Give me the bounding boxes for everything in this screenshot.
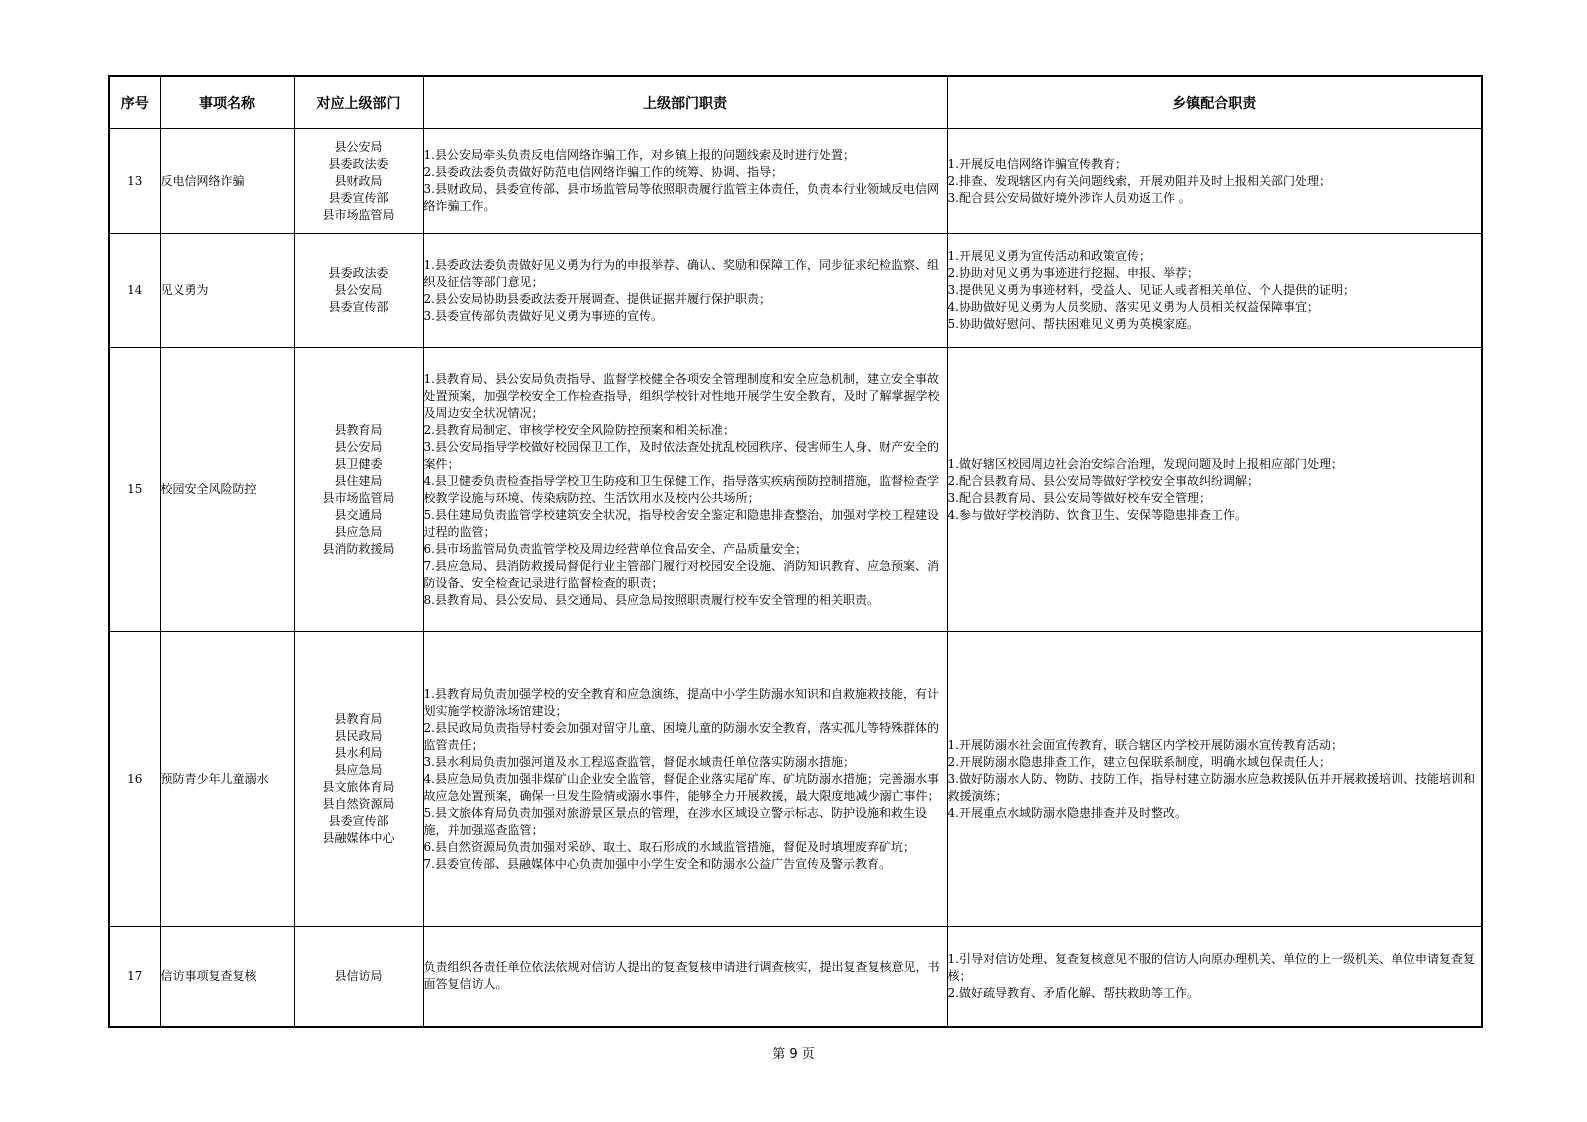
row-superior-duties: [423, 129, 947, 234]
department-name: 县公安局: [334, 283, 383, 297]
row-item-name: 反电信网络诈骗: [160, 129, 294, 234]
duty-item: 4.县卫健委负责检查指导学校卫生防疫和卫生保健工作，指导落实疾病预防控制措施，监督检查学校教学设施与环境、传染病防控、生活饮用水及校内公共场所；: [423, 473, 939, 505]
duty-item: 8.县教育局、县公安局、县交通局、县应急局按照职责履行校车安全管理的相关职责。: [423, 592, 879, 607]
duty-item: 7.县应急局、县消防救援局督促行业主管部门履行对校园安全设施、消防知识教育、应急预案、消防设备、安全检查记录进行监督检查的职责；: [423, 558, 939, 590]
duty-item: 3.县委宣传部负责做好见义勇为事迹的宣传。: [423, 308, 663, 323]
header-row: [109, 76, 1482, 129]
row-departments: [294, 129, 423, 234]
row-departments: [294, 348, 423, 632]
row-departments: [294, 632, 423, 927]
town-duty-item: 1.开展防溺水社会面宣传教育，联合辖区内学校开展防溺水宣传教育活动；: [947, 737, 1343, 752]
department-name: 县民政局: [334, 729, 383, 743]
department-name: 县融媒体中心: [322, 831, 395, 845]
department-name: 县市场监管局: [322, 490, 395, 505]
duty-item: 2.县民政局负责指导村委会加强对留守儿童、困境儿童的防溺水安全教育，落实孤儿等特殊群体的监管责任；: [423, 720, 939, 752]
header-duty: 上级部门职责: [423, 76, 947, 129]
duty-item: 6.县市场监管局负责监管学校及周边经营单位食品安全、产品质量安全；: [423, 541, 807, 556]
town-duty-item: 3.提供见义勇为事迹材料，受益人、见证人或者相关单位、个人提供的证明；: [947, 283, 1355, 297]
department-name: 县教育局: [334, 712, 383, 726]
department-name: 县水利局: [334, 746, 383, 760]
row-seq: 15: [109, 348, 160, 632]
row-superior-duties: [423, 348, 947, 632]
row-town-duties: [947, 632, 1482, 927]
row-item-name: 信访事项复查复核: [160, 927, 294, 1027]
row-seq: 17: [109, 927, 160, 1027]
duty-item: 2.县公安局协助县委政法委开展调查、提供证据并履行保护职责；: [423, 291, 771, 306]
town-duty-item: 4.参与做好学校消防、饮食卫生、安保等隐患排查工作。: [947, 507, 1247, 522]
town-duty-item: 4.协助做好见义勇为人员奖励、落实见义勇为人员相关权益保障事宜；: [947, 300, 1319, 314]
town-duty-item: 2.开展防溺水隐患排查工作，建立包保联系制度，明确水域包保责任人；: [947, 754, 1331, 769]
department-name: 县消防救援局: [322, 541, 395, 556]
duty-item: 5.县住建局负责监管学校建筑安全状况，指导校舍安全鉴定和隐患排查整治，加强对学校工程建设过程的监管；: [423, 507, 939, 539]
table-body: [109, 129, 1482, 1027]
table-row: [109, 129, 1482, 234]
row-town-duties: [947, 129, 1482, 234]
duty-item: 6.县自然资源局负责加强对采砂、取土、取石形成的水域监管措施，督促及时填埋废弃矿坑；: [423, 839, 915, 854]
department-name: 县文旅体育局: [322, 780, 395, 794]
header-seq: 序号: [109, 76, 160, 129]
table-row: [109, 348, 1482, 632]
duty-item: 1.县公安局牵头负责反电信网络诈骗工作，对乡镇上报的问题线索及时进行处置；: [423, 148, 855, 162]
header-name: 事项名称: [160, 76, 294, 129]
department-name: 县交通局: [334, 507, 383, 522]
department-name: 县委宣传部: [328, 300, 389, 314]
row-departments: [294, 927, 423, 1027]
department-name: 县财政局: [334, 173, 383, 188]
duty-item: 负责组织各责任单位依法依规对信访人提出的复查复核申请进行调查核实，提出复查复核意见，书面答复信访人。: [423, 960, 940, 992]
department-name: 县应急局: [334, 763, 383, 777]
duty-item: 5.县文旅体育局负责加强对旅游景区景点的管理，在涉水区域设立警示标志、防护设施和救生设施，并加强巡查监管；: [423, 805, 927, 837]
department-name: 县委宣传部: [328, 814, 389, 828]
row-town-duties: [947, 927, 1482, 1027]
header-dept: 对应上级部门: [294, 76, 423, 129]
department-name: 县教育局: [334, 422, 383, 437]
town-duty-item: 2.做好疏导教育、矛盾化解、帮扶救助等工作。: [947, 985, 1199, 1000]
town-duty-item: 2.配合县教育局、县公安局等做好学校安全事故纠纷调解；: [947, 473, 1259, 488]
row-item-name: 见义勇为: [160, 234, 294, 348]
duty-item: 3.县水利局负责加强河道及水工程巡查监管，督促水域责任单位落实防溺水措施；: [423, 754, 855, 769]
row-town-duties: [947, 234, 1482, 348]
duty-item: 2.县委政法委负责做好防范电信网络诈骗工作的统筹、协调、指导；: [423, 165, 783, 179]
duty-table: [108, 75, 1483, 1028]
department-name: 县自然资源局: [322, 797, 395, 811]
header-town: 乡镇配合职责: [947, 76, 1482, 129]
department-name: 县信访局: [334, 968, 383, 983]
row-seq: 13: [109, 129, 160, 234]
row-seq: 14: [109, 234, 160, 348]
duty-item: 3.县公安局指导学校做好校园保卫工作，及时依法查处扰乱校园秩序、侵害师生人身、财产安全的案件；: [423, 439, 939, 471]
duty-item: 7.县委宣传部、县融媒体中心负责加强中小学生安全和防溺水公益广告宣传及警示教育。: [423, 856, 891, 871]
town-duty-item: 5.协助做好慰问、帮扶困难见义勇为英模家庭。: [947, 317, 1199, 331]
town-duty-item: 1.引导对信访处理、复查复核意见不服的信访人向原办理机关、单位的上一级机关、单位申请复查复核；: [947, 951, 1475, 983]
department-name: 县应急局: [334, 524, 383, 539]
department-name: 县委政法委: [328, 156, 389, 171]
town-duty-item: 1.做好辖区校园周边社会治安综合治理，发现问题及时上报相应部门处理；: [947, 456, 1343, 471]
table-row: [109, 632, 1482, 927]
department-name: 县公安局: [334, 139, 383, 154]
duty-item: 4.县应急局负责加强非煤矿山企业安全监管，督促企业落实尾矿库、矿坑防溺水措施；完善溺水事故应急处置预案，确保一旦发生险情或溺水事件，能够全力开展救援，最大限度地减少溺亡事件；: [423, 771, 940, 803]
town-duty-item: 2.协助对见义勇为事迹进行挖掘、申报、举荐；: [947, 266, 1199, 280]
table-row: [109, 927, 1482, 1027]
town-duty-item: 3.做好防溺水人防、物防、技防工作，指导村建立防溺水应急救援队伍并开展救援培训、技能培训和救援演练；: [947, 771, 1475, 803]
duty-item: 1.县教育局、县公安局负责指导、监督学校健全各项安全管理制度和安全应急机制，建立安全事故处置预案，加强学校安全工作检查指导，组织学校针对性地开展学生安全教育，及时了解掌握学校及周边安全状况情况；: [423, 371, 940, 420]
row-town-duties: [947, 348, 1482, 632]
department-name: 县卫健委: [334, 456, 383, 471]
row-superior-duties: [423, 632, 947, 927]
duty-item: 3.县财政局、县委宣传部、县市场监管局等依照职责履行监管主体责任，负责本行业领域反电信网络诈骗工作。: [423, 182, 939, 213]
town-duty-item: 4.开展重点水域防溺水隐患排查并及时整改。: [947, 805, 1187, 820]
duty-item: 1.县委政法委负责做好见义勇为行为的申报举荐、确认、奖励和保障工作，同步征求纪检监察、组织及征信等部门意见；: [423, 257, 939, 289]
duty-item: 2.县教育局制定、审核学校安全风险防控预案和相关标准；: [423, 422, 735, 437]
department-name: 县住建局: [334, 473, 383, 488]
department-name: 县市场监管局: [322, 207, 395, 222]
department-name: 县委宣传部: [328, 190, 389, 205]
table-row: [109, 234, 1482, 348]
town-duty-item: 2.排查、发现辖区内有关问题线索，开展劝阻并及时上报相关部门处理；: [947, 173, 1331, 188]
town-duty-item: 3.配合县教育局、县公安局等做好校车安全管理；: [947, 490, 1211, 505]
row-item-name: 校园安全风险防控: [160, 348, 294, 632]
row-seq: 16: [109, 632, 160, 927]
row-superior-duties: [423, 927, 947, 1027]
town-duty-item: 3.配合县公安局做好境外涉诈人员劝返工作 。: [947, 190, 1191, 205]
row-item-name: 预防青少年儿童溺水: [160, 632, 294, 927]
row-departments: [294, 234, 423, 348]
town-duty-item: 1.开展反电信网络诈骗宣传教育；: [947, 156, 1127, 171]
duty-item: 1.县教育局负责加强学校的安全教育和应急演练，提高中小学生防溺水知识和自救施救技能，有计划实施学校游泳场馆建设；: [423, 686, 939, 718]
town-duty-item: 1.开展见义勇为宣传活动和政策宣传；: [947, 249, 1151, 263]
department-name: 县公安局: [334, 439, 383, 454]
department-name: 县委政法委: [328, 266, 389, 280]
page-number: 第 9 页: [772, 1047, 815, 1062]
row-superior-duties: [423, 234, 947, 348]
